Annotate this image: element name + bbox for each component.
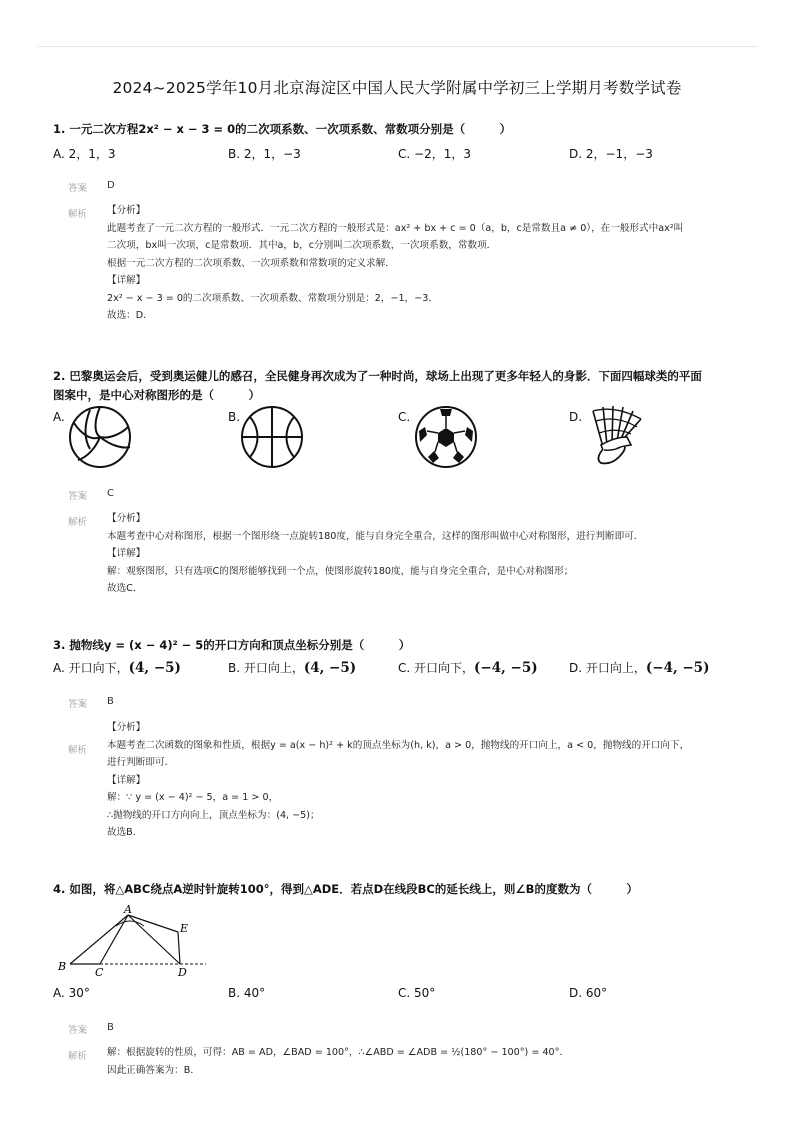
question-2-stem-line-1: 2. 巴黎奥运会后，受到奥运健儿的感召，全民健身再次成为了一种时尚，球场上出现了更多年轻人的身影．下面四幅球类的平面 [53, 369, 702, 383]
point-c-label: C [95, 966, 104, 979]
q4-analysis-label: 解析 [68, 1051, 88, 1062]
q4-exp-line: 因此正确答案为：B． [107, 1064, 200, 1076]
q2-option-d-label[interactable]: D. [569, 410, 583, 424]
q1-answer: D [107, 180, 115, 191]
question-3-stem: 3. 抛物线y = (x − 4)² − 5的开口方向和顶点坐标分别是（ ） [53, 638, 411, 652]
q4-option-c[interactable]: C. 50° [398, 986, 436, 1000]
segment-ab [70, 915, 128, 964]
q3-option-c[interactable]: C. 开口向下，(−4, −5) [398, 660, 538, 676]
q1-exp-line: 二次项，bx叫一次项，c是常数项．其中a，b，c分别叫二次项系数，一次项系数，常数项． [107, 240, 497, 251]
q3-exp-line: 【分析】 [107, 722, 146, 733]
q2-exp-line: 故选C． [107, 583, 143, 594]
q2-answer-label: 答案 [68, 491, 88, 502]
q3-exp-line: 解：∵ y = (x − 4)² − 5，a = 1 > 0， [107, 792, 279, 803]
segment-ae [128, 915, 178, 932]
q1-exp-line: 【分析】 [107, 205, 146, 216]
q3-option-a[interactable]: A. 开口向下，(4, −5) [53, 660, 181, 676]
q4-answer: B [107, 1022, 114, 1033]
q1-analysis [107, 202, 683, 325]
q2-exp-line: 解：观察图形，只有选项C的图形能够找到一个点，使图形旋转180度，能与自身完全重合，是中心对称图形； [107, 565, 574, 577]
q3-option-b[interactable]: B. 开口向上，(4, −5) [228, 660, 357, 676]
q3-analysis-label: 解析 [68, 745, 88, 756]
point-b-label: B [58, 960, 67, 973]
q2-option-a-label[interactable]: A. [53, 410, 65, 424]
q3-exp-line: 故选B． [107, 827, 143, 838]
page-title: 2024~2025学年10月北京海淀区中国人民大学附属中学初三上学期月考数学试卷 [112, 79, 682, 97]
q2-exp-line: 本题考查中心对称图形，根据一个图形绕一点旋转180度，能与自身完全重合，这样的图形叫做中心对称图形，进行判断即可． [107, 530, 644, 542]
q3-analysis [107, 719, 689, 842]
shuttlecock-icon[interactable] [585, 403, 649, 469]
q1-option-a[interactable]: A. 2，1，3 [53, 147, 116, 161]
point-a-label: A [124, 903, 132, 916]
q3-option-d[interactable]: D. 开口向上，(−4, −5) [569, 660, 710, 676]
point-e-label: E [180, 922, 189, 935]
q3-exp-line: 【详解】 [107, 774, 146, 786]
q1-exp-line: 2x² − x − 3 = 0的二次项系数、一次项系数、常数项分别是：2，−1，−3． [107, 292, 438, 304]
q1-exp-line: 故选：D． [107, 310, 153, 321]
q1-option-b[interactable]: B. 2，1，−3 [228, 147, 301, 161]
q2-exp-line: 【分析】 [107, 513, 146, 524]
q2-exp-line: 【详解】 [107, 548, 146, 559]
triangle-rotation-figure [56, 902, 212, 980]
question-1-stem: 1. 一元二次方程2x² − x − 3 = 0的二次项系数、一次项系数、常数项分别是（ ） [53, 122, 512, 136]
question-4-stem: 4. 如图，将△ABC绕点A逆时针旋转100°，得到△ADE．若点D在线段BC的延长线上，则∠B的度数为（ ） [53, 882, 638, 896]
q2-analysis-label: 解析 [68, 517, 88, 528]
segment-de [178, 932, 180, 964]
q1-answer-label: 答案 [68, 183, 88, 194]
q3-answer: B [107, 696, 114, 707]
q4-option-b[interactable]: B. 40° [228, 986, 266, 1000]
q1-exp-line: 根据一元二次方程的二次项系数、一次项系数和常数项的定义求解． [107, 257, 395, 269]
q2-analysis [107, 510, 643, 598]
q4-option-d[interactable]: D. 60° [569, 986, 608, 1000]
q2-answer: C [107, 488, 114, 499]
q2-option-b-label[interactable]: B. [228, 410, 241, 424]
top-divider [38, 46, 758, 47]
q1-option-c[interactable]: C. −2，1，3 [398, 147, 471, 161]
q3-answer-label: 答案 [68, 699, 88, 710]
q4-exp-line: 解：根据旋转的性质，可得：AB = AD，∠BAD = 100°，∴∠ABD = ∠ADB = ½(180° − 100°) = 40°． [107, 1047, 570, 1058]
soccer-ball-icon[interactable] [414, 405, 478, 469]
q3-exp-line: 进行判断即可． [107, 757, 175, 768]
q4-answer-label: 答案 [68, 1025, 88, 1036]
question-2-stem-line-2: 图案中，是中心对称图形的是（ ） [53, 388, 260, 402]
q1-exp-line: 【详解】 [107, 275, 146, 286]
q1-analysis-label: 解析 [68, 209, 88, 220]
volleyball-icon[interactable] [68, 405, 132, 469]
point-d-label: D [178, 966, 187, 979]
q2-option-c-label[interactable]: C. [398, 410, 411, 424]
q1-option-d[interactable]: D. 2，−1，−3 [569, 147, 653, 161]
q3-exp-line: 本题考查二次函数的图象和性质，根据y = a(x − h)² + k的顶点坐标为(h, k)，a > 0，抛物线的开口向上，a < 0，抛物线的开口向下， [107, 739, 690, 751]
basketball-icon[interactable] [240, 405, 304, 469]
q4-analysis [107, 1044, 569, 1079]
q3-exp-line: ∴抛物线的开口方向向上，顶点坐标为：(4, −5)； [107, 809, 320, 821]
q1-exp-line: 此题考查了一元二次方程的一般形式．一元二次方程的一般形式是：ax² + bx + c = 0（a，b，c是常数且a ≠ 0），在一般形式中ax²叫 [107, 222, 684, 234]
q4-option-a[interactable]: A. 30° [53, 986, 90, 1000]
